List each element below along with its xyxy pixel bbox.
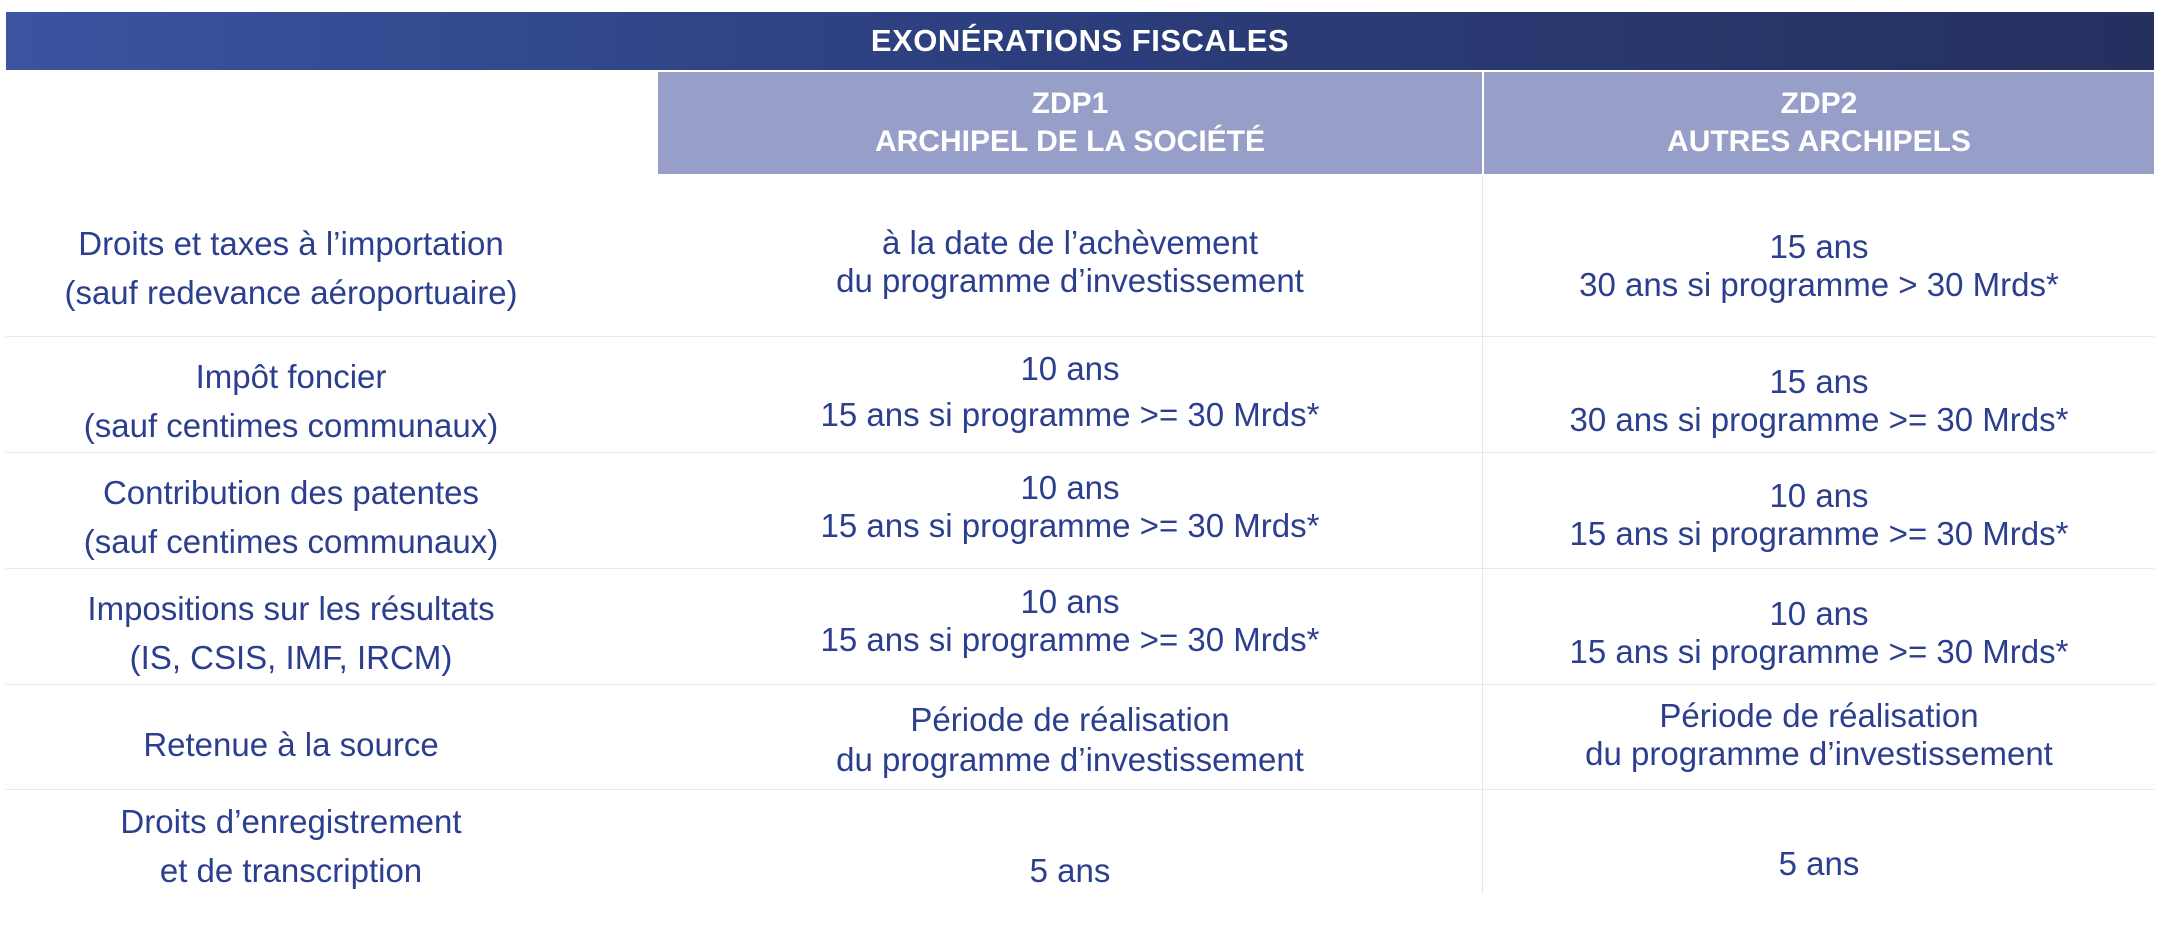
table-row-business-license <box>6 453 2154 569</box>
zdp2-value-line1: 15 ans <box>1769 362 1869 400</box>
column-header-zdp1-name: ARCHIPEL DE LA SOCIÉTÉ <box>874 125 1266 158</box>
zdp2-value-line1: 15 ans <box>1769 228 1869 265</box>
zdp2-value-line1: 10 ans <box>1769 594 1869 632</box>
zdp2-value-line1: 5 ans <box>1778 845 1860 882</box>
zdp2-value-line2: 15 ans si programme >= 30 Mrds* <box>1569 514 2069 552</box>
row-label <box>6 569 576 684</box>
row-label-line1: Droits d’enregistrement <box>120 803 462 840</box>
zdp1-value <box>658 453 1482 568</box>
row-label-line2: (sauf centimes communaux) <box>83 406 499 444</box>
zdp1-value-line2: 15 ans si programme >= 30 Mrds* <box>820 506 1320 544</box>
table-row-income-tax <box>6 569 2154 685</box>
column-header-zdp2 <box>1484 72 2154 174</box>
zdp1-value-line1: Période de réalisation <box>910 701 1230 738</box>
row-label-line1: Impôt foncier <box>195 357 387 395</box>
zdp1-value <box>658 790 1482 910</box>
zdp2-value-line1: 10 ans <box>1769 476 1869 514</box>
zdp2-value-line2: 30 ans si programme >= 30 Mrds* <box>1569 400 2069 438</box>
column-header-zdp1-code: ZDP1 <box>1031 87 1109 120</box>
column-header-zdp2-code: ZDP2 <box>1780 87 1858 120</box>
table-row-import-duties <box>6 176 2154 337</box>
zdp2-value <box>1484 790 2154 910</box>
table-row-property-tax <box>6 337 2154 453</box>
zdp2-value-line1: Période de réalisation <box>1659 697 1979 734</box>
zdp1-value <box>658 569 1482 684</box>
zdp1-value <box>658 685 1482 789</box>
zdp1-value-line2: du programme d’investissement <box>836 741 1304 778</box>
table-row-withholding-tax <box>6 685 2154 790</box>
zdp1-value-line1: à la date de l’achèvement <box>881 224 1259 261</box>
row-label <box>6 337 576 452</box>
zdp1-value-line1: 10 ans <box>1020 468 1120 506</box>
zdp2-value <box>1484 685 2154 789</box>
row-label-line1: Droits et taxes à l’importation <box>78 225 504 262</box>
zdp2-value <box>1484 453 2154 568</box>
zdp2-value <box>1484 569 2154 684</box>
row-label-line2: (IS, CSIS, IMF, IRCM) <box>129 638 453 676</box>
zdp2-value-line2: 15 ans si programme >= 30 Mrds* <box>1569 632 2069 670</box>
zdp1-value <box>658 176 1482 336</box>
zdp1-value-line1: 10 ans <box>1020 349 1120 387</box>
row-label-line2: (sauf redevance aéroportuaire) <box>64 274 518 311</box>
zdp1-value <box>658 337 1482 452</box>
row-label-line1: Impositions sur les résultats <box>87 589 495 627</box>
table-title: EXONÉRATIONS FISCALES <box>6 12 2154 70</box>
zdp2-value <box>1484 337 2154 452</box>
table-row-registration-duties <box>6 790 2154 910</box>
zdp2-value <box>1484 176 2154 336</box>
row-label-line2: (sauf centimes communaux) <box>83 522 499 560</box>
row-label <box>6 453 576 568</box>
zdp1-value-line2: 15 ans si programme >= 30 Mrds* <box>820 620 1320 658</box>
zdp1-value-line2: du programme d’investissement <box>836 262 1304 299</box>
zdp2-value-line2: 30 ans si programme > 30 Mrds* <box>1579 266 2059 303</box>
zdp1-value-line1: 5 ans <box>1029 852 1111 889</box>
row-label <box>6 790 576 910</box>
column-header-zdp2-name: AUTRES ARCHIPELS <box>1667 125 1971 158</box>
zdp2-value-line2: du programme d’investissement <box>1585 735 2053 772</box>
row-label-line1: Retenue à la source <box>143 725 439 763</box>
row-label <box>6 685 576 789</box>
row-label <box>6 176 576 336</box>
zdp1-value-line1: 10 ans <box>1020 582 1120 620</box>
zdp1-value-line2: 15 ans si programme >= 30 Mrds* <box>820 395 1320 433</box>
row-label-line1: Contribution des patentes <box>102 473 480 511</box>
column-header-zdp1 <box>658 72 1482 174</box>
row-label-line2: et de transcription <box>159 852 423 889</box>
